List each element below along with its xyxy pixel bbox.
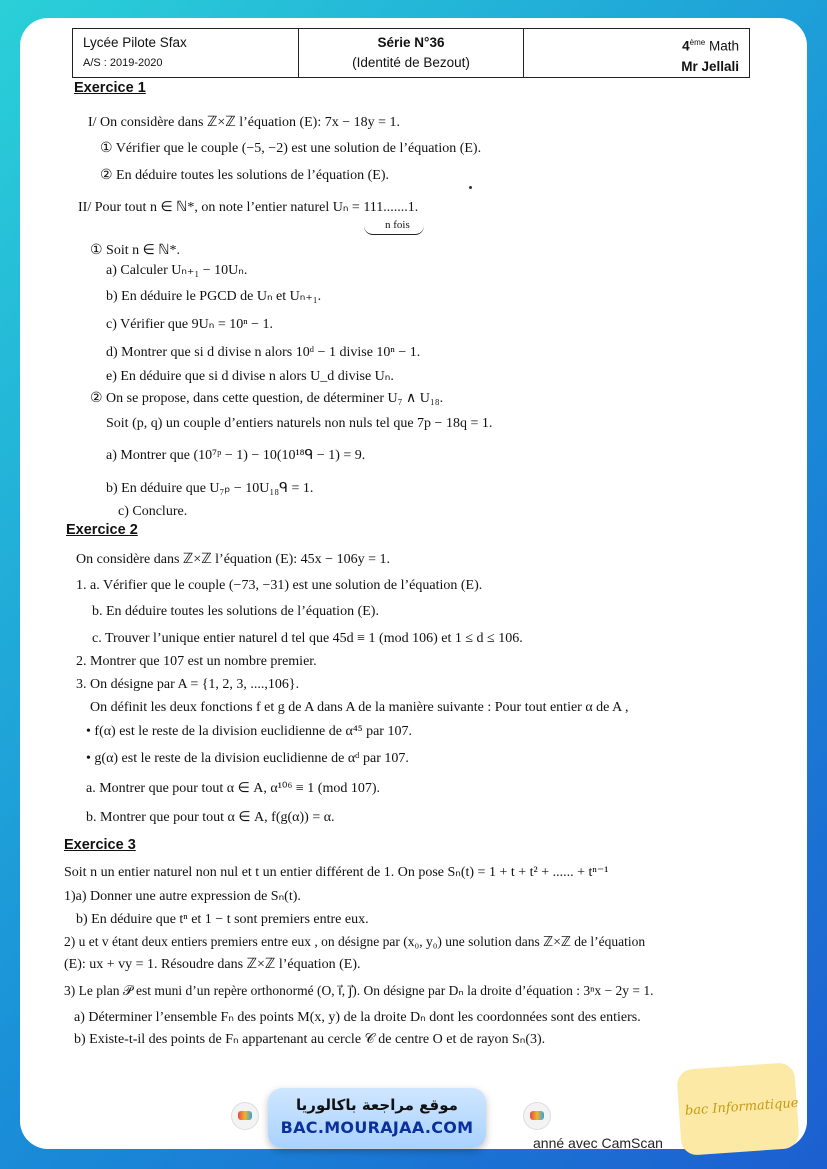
site-banner-url[interactable]: BAC.MOURAJAA.COM — [280, 1118, 474, 1137]
ex1-underbrace-label: n fois — [385, 219, 410, 231]
exercise-3-title: Exercice 3 — [64, 837, 136, 853]
ex1-line-4: II/ Pour tout n ∈ ℕ*, on note l’entier naturel Uₙ = 111.......1. — [78, 200, 419, 215]
ex2-line-2: 1. a. Vérifier que le couple (−73, −31) est une solution de l’équation (E). — [76, 578, 483, 593]
exercise-2-title: Exercice 2 — [66, 522, 138, 538]
ex2-line-1: On considère dans ℤ×ℤ l’équation (E): 45x − 106y = 1. — [76, 552, 390, 567]
header-center — [298, 29, 525, 77]
ex1-line-9: d) Montrer que si d divise n alors 10ᵈ − 1 divise 10ⁿ − 1. — [106, 345, 421, 360]
ex1-line-1: I/ On considère dans ℤ×ℤ l’équation (E): 7x − 18y = 1. — [88, 115, 401, 130]
ex2-line-7: On définit les deux fonctions f et g de A dans A de la manière suivante : Pour tout entier α de A , — [90, 700, 629, 715]
ex1-line-8: c) Vérifier que 9Uₙ = 10ⁿ − 1. — [106, 317, 274, 332]
ex1-line-2: ① Vérifier que le couple (−5, −2) est une solution de l’équation (E). — [100, 141, 482, 156]
ex2-line-8: • f(α) est le reste de la division euclidienne de α⁴⁵ par 107. — [86, 724, 412, 739]
document-page — [20, 18, 807, 1149]
ex2-line-5: 2. Montrer que 107 est un nombre premier. — [76, 654, 317, 669]
header-left — [73, 29, 298, 77]
ex1-line-12: Soit (p, q) un couple d’entiers naturels non nuls tel que 7p − 18q = 1. — [106, 416, 493, 431]
ex1-line-13: a) Montrer que (10⁷ᵖ − 1) − 10(10¹⁸ᑫ − 1) = 9. — [106, 448, 366, 463]
scanner-watermark: anné avec CamScan — [533, 1135, 663, 1149]
exercise-1-title: Exercice 1 — [74, 80, 146, 96]
ex3-line-1: Soit n un entier naturel non nul et t un entier différent de 1. On pose Sₙ(t) = 1 + t + t² + ...... + tⁿ⁻¹ — [64, 865, 609, 880]
school-name: Lycée Pilote Sfax — [83, 35, 187, 50]
ex1-line-11: ② On se propose, dans cette question, de déterminer U₇ ∧ U₁₈. — [90, 391, 444, 406]
ex2-line-3: b. En déduire toutes les solutions de l’équation (E). — [92, 604, 379, 619]
school-year: A/S : 2019-2020 — [83, 57, 163, 69]
ex1-line-3: ② En déduire toutes les solutions de l’équation (E). — [100, 168, 389, 183]
bac-informatique-badge — [676, 1062, 800, 1156]
site-logo-icon — [232, 1103, 258, 1129]
ex3-line-2: 1)a) Donner une autre expression de Sₙ(t). — [64, 889, 301, 904]
document-header — [72, 28, 750, 78]
ex2-line-6: 3. On désigne par A = {1, 2, 3, ....,106}. — [76, 677, 300, 692]
ex1-line-10: e) En déduire que si d divise n alors U_d divise Uₙ. — [106, 369, 394, 384]
ex3-line-8: b) Existe-t-il des points de Fₙ appartenant au cercle 𝒞 de centre O et de rayon Sₙ(3). — [74, 1032, 546, 1047]
ex1-line-14: b) En déduire que U₇ₚ − 10U₁₈ᑫ = 1. — [106, 481, 314, 496]
class-level: 4ème Math — [682, 38, 740, 54]
stray-dot — [469, 186, 472, 189]
ex1-line-6: a) Calculer Uₙ₊₁ − 10Uₙ. — [106, 263, 248, 278]
badge-label: bac Informatique — [684, 1095, 799, 1119]
ex3-line-6: 3) Le plan 𝒫 est muni d’un repère orthonormé (O, i⃗, j⃗). On désigne par Dₙ la droite d’équation : 3ⁿx − 2y = 1. — [64, 983, 654, 998]
ex3-line-3: b) En déduire que tⁿ et 1 − t sont premiers entre eux. — [76, 912, 369, 927]
ex2-line-10: a. Montrer que pour tout α ∈ A, α¹⁰⁶ ≡ 1 (mod 107). — [86, 781, 381, 796]
ex3-line-4: 2) u et v étant deux entiers premiers entre eux , on désigne par (x₀, y₀) une solution dans ℤ×ℤ de l’équation — [64, 934, 646, 949]
ex2-line-9: • g(α) est le reste de la division euclidienne de αᵈ par 107. — [86, 751, 409, 766]
ex2-line-4: c. Trouver l’unique entier naturel d tel que 45d ≡ 1 (mod 106) et 1 ≤ d ≤ 106. — [92, 631, 523, 646]
site-logo-icon — [524, 1103, 550, 1129]
series-number: Série N°36 — [377, 35, 445, 50]
series-topic: (Identité de Bezout) — [352, 55, 470, 70]
ex1-line-15: c) Conclure. — [118, 504, 188, 519]
site-banner[interactable] — [268, 1088, 486, 1148]
site-banner-arabic: موقع مراجعة باكالوريا — [296, 1096, 458, 1114]
ex1-line-5: ① Soit n ∈ ℕ*. — [90, 243, 181, 258]
ex2-line-11: b. Montrer que pour tout α ∈ A, f(g(α)) = α. — [86, 810, 335, 825]
ex3-line-5: (E): ux + vy = 1. Résoudre dans ℤ×ℤ l’équation (E). — [64, 957, 361, 972]
ex1-line-7: b) En déduire le PGCD de Uₙ et Uₙ₊₁. — [106, 289, 322, 304]
header-right — [524, 29, 749, 77]
teacher-name: Mr Jellali — [681, 58, 740, 74]
ex3-line-7: a) Déterminer l’ensemble Fₙ des points M(x, y) de la droite Dₙ dont les coordonnées sont des entiers. — [74, 1010, 641, 1025]
